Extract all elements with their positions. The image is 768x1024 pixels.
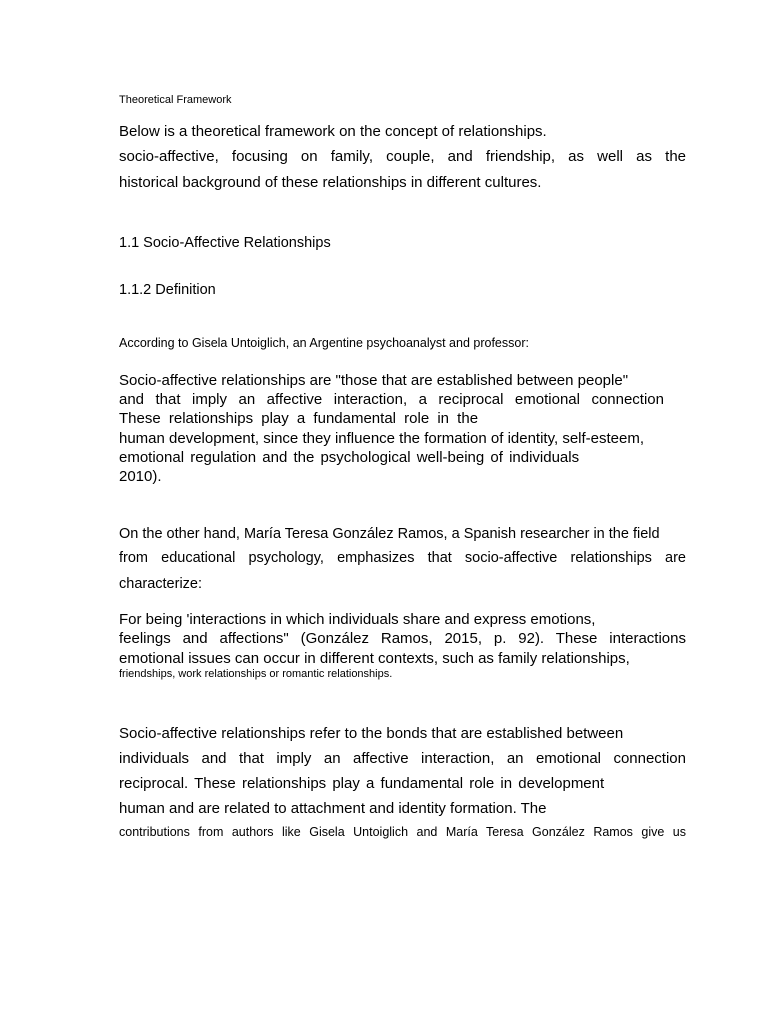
summary-line: contributions from authors like Gisela Untoiglich and María Teresa González Ramos give us	[119, 825, 686, 839]
quote-line: and that imply an affective interaction, a reciprocal emotional connection	[119, 391, 664, 408]
quote-line: emotional regulation and the psychological well-being of individuals	[119, 449, 580, 466]
gonzalez-intro-line: characterize:	[119, 576, 203, 592]
gonzalez-intro-line: On the other hand, María Teresa González Ramos, a Spanish researcher in the field	[119, 526, 660, 542]
quote-line: human development, since they influence the formation of identity, self-esteem,	[119, 430, 645, 447]
untoiglich-intro: According to Gisela Untoiglich, an Argentine psychoanalyst and professor:	[119, 336, 529, 350]
quote-line: emotional issues can occur in different contexts, such as family relationships,	[119, 650, 630, 667]
gonzalez-intro-line: from educational psychology, emphasizes that socio-affective relationships are	[119, 550, 686, 566]
document-heading: Theoretical Framework	[119, 94, 232, 106]
intro-line: socio-affective, focusing on family, couple, and friendship, as well as the	[119, 148, 686, 165]
quote-line: These relationships play a fundamental role in the	[119, 410, 479, 427]
quote-line: friendships, work relationships or romantic relationships.	[119, 668, 393, 680]
summary-line: human and are related to attachment and identity formation. The	[119, 800, 547, 817]
summary-line: Socio-affective relationships refer to the bonds that are established between	[119, 725, 624, 742]
quote-line: feelings and affections" (González Ramos, 2015, p. 92). These interactions	[119, 630, 686, 647]
summary-line: individuals and that imply an affective interaction, an emotional connection	[119, 750, 686, 767]
intro-line: historical background of these relationships in different cultures.	[119, 174, 542, 191]
subsection-title: 1.1.2 Definition	[119, 282, 216, 298]
quote-line: Socio-affective relationships are "those that are established between people"	[119, 372, 629, 389]
section-title: 1.1 Socio-Affective Relationships	[119, 235, 331, 251]
summary-line: reciprocal. These relationships play a fundamental role in development	[119, 775, 605, 792]
quote-line: For being 'interactions in which individuals share and express emotions,	[119, 611, 596, 628]
intro-line: Below is a theoretical framework on the concept of relationships.	[119, 123, 547, 140]
quote-line: 2010).	[119, 468, 162, 485]
